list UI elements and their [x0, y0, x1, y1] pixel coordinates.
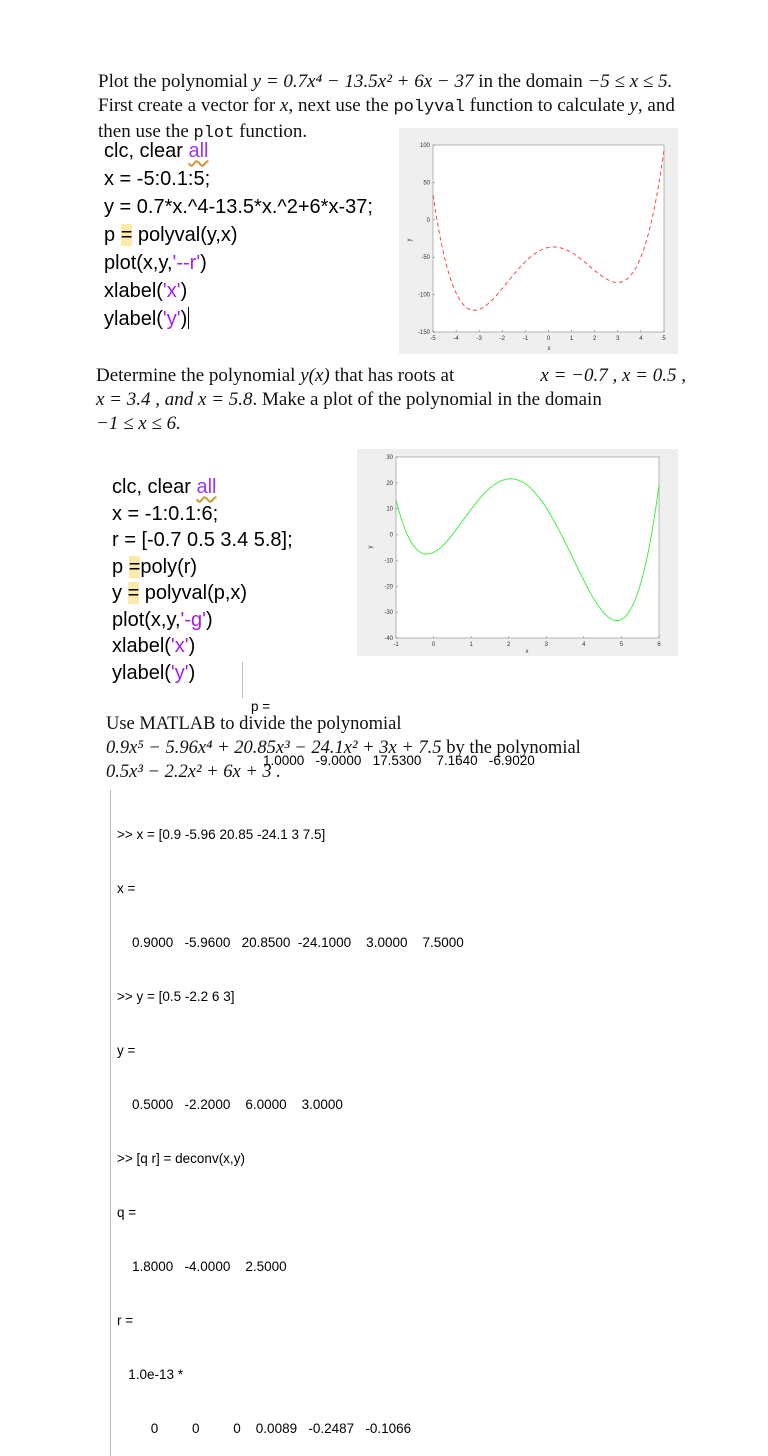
- x-tick-label: -1: [522, 336, 529, 342]
- x-tick-label: -1: [393, 642, 399, 648]
- y-tick-label: -20: [384, 584, 393, 591]
- y-tick-label: -100: [417, 292, 430, 299]
- code-line: r = [-0.7 0.5 3.4 5.8];: [112, 529, 293, 551]
- plot-2-ylabel: y: [368, 545, 374, 549]
- console-line: 1.0e-13 *: [117, 1367, 184, 1382]
- plot-1-xlabel: x: [547, 346, 551, 352]
- x-tick-label: 2: [593, 336, 597, 342]
- console-line: 1.8000 -4.0000 2.5000: [117, 1259, 287, 1274]
- output-2-label: p =: [251, 699, 271, 714]
- problem-1-line-2: First create a vector for x, next use the polyval function to calculate y, and: [98, 95, 675, 117]
- output-2-values: 1.0000 -9.0000 17.5300 7.1640 -6.9020: [263, 753, 535, 768]
- problem-3-text: [106, 712, 666, 784]
- y-tick-label: -50: [421, 255, 430, 262]
- problem-3-line-1: Use MATLAB to divide the polynomial: [106, 714, 402, 734]
- x-tick-label: 4: [639, 336, 643, 342]
- plot-1-ylabel: y: [407, 238, 413, 242]
- code-line: p =poly(r): [112, 555, 198, 578]
- y-tick-label: 20: [386, 480, 393, 487]
- console-3: [110, 790, 464, 1456]
- problem-1-line-3: then use the plot function.: [98, 121, 308, 143]
- y-tick-label: 0: [426, 217, 430, 224]
- code-line: clc, clear all: [112, 476, 217, 498]
- x-tick-label: 4: [582, 642, 586, 648]
- console-line: 0 0 0 0.0089 -0.2487 -0.1066: [117, 1421, 412, 1436]
- x-tick-label: 1: [569, 336, 574, 342]
- x-tick-label: 0: [431, 642, 436, 648]
- plot-2-xlabel: x: [525, 649, 529, 655]
- console-line: >> y = [0.5 -2.2 6 3]: [117, 989, 235, 1004]
- plot-2-svg: [357, 449, 678, 656]
- console-line: x =: [117, 881, 136, 896]
- plot-2-axes: [396, 457, 659, 638]
- code-block-1: [104, 137, 373, 333]
- y-tick-label: 30: [386, 455, 393, 461]
- console-line: >> x = [0.9 -5.96 20.85 -24.1 3 7.5]: [117, 827, 326, 842]
- problem-3-line-2: 0.9x⁵ − 5.96x⁴ + 20.85x³ − 24.1x² + 3x + 7.5 by the polynomial: [106, 738, 581, 758]
- problem-3-line-3: 0.5x³ − 2.2x² + 6x + 3 .: [106, 762, 281, 782]
- x-tick-label: 2: [507, 642, 511, 648]
- y-tick-label: -150: [417, 330, 430, 336]
- problem-1-line-1: Plot the polynomial y = 0.7x⁴ − 13.5x² + 6x − 37 in the domain −5 ≤ x ≤ 5.: [98, 71, 673, 92]
- y-tick-label: 50: [423, 180, 430, 187]
- x-tick-label: 0: [546, 336, 551, 342]
- x-tick-label: 6: [657, 642, 661, 648]
- x-tick-label: -5: [430, 336, 436, 342]
- console-line: 0.9000 -5.9600 20.8500 -24.1000 3.0000 7.5000: [117, 935, 464, 950]
- plot-1-svg: [399, 128, 678, 354]
- x-tick-label: -2: [499, 336, 505, 342]
- problem-2-line-1: Determine the polynomial y(x) that has roots at x = −0.7 , x = 0.5 ,: [96, 365, 686, 386]
- y-tick-label: 0: [389, 532, 393, 539]
- code-line: xlabel('x'): [112, 635, 196, 657]
- console-line: y =: [117, 1043, 136, 1058]
- y-tick-label: 10: [386, 506, 393, 513]
- x-tick-label: 5: [662, 336, 666, 342]
- x-tick-label: 5: [619, 642, 624, 648]
- code-line: x = -5:0.1:5;: [104, 168, 211, 190]
- problem-2-line-3: −1 ≤ x ≤ 6.: [96, 413, 181, 434]
- x-tick-label: -3: [476, 336, 482, 342]
- console-line: r =: [117, 1313, 134, 1328]
- code-line: x = -1:0.1:6;: [112, 502, 219, 525]
- code-line: ylabel('y'): [104, 308, 188, 330]
- x-tick-label: 3: [616, 336, 620, 342]
- code-line: plot(x,y,'--r'): [104, 252, 207, 274]
- code-line: plot(x,y,'-g'): [112, 608, 213, 631]
- code-line: y = polyval(p,x): [112, 582, 248, 604]
- code-block-2: [112, 474, 293, 686]
- code-line: y = 0.7*x.^4-13.5*x.^2+6*x-37;: [104, 196, 373, 218]
- plot-1-axes: [433, 145, 664, 332]
- code-line: clc, clear all: [104, 140, 209, 162]
- code-line: ylabel('y'): [112, 661, 196, 684]
- x-tick-label: -4: [453, 336, 459, 342]
- plot-2: [357, 449, 678, 656]
- y-tick-label: -30: [384, 610, 393, 617]
- text-cursor: [188, 307, 189, 329]
- problem-2-text: [96, 364, 686, 436]
- code-line: p = polyval(y,x): [104, 224, 238, 246]
- x-tick-label: 3: [544, 642, 548, 648]
- console-line: q =: [117, 1205, 137, 1220]
- x-tick-label: 1: [469, 642, 473, 648]
- y-tick-label: -10: [384, 558, 393, 565]
- y-tick-label: -40: [384, 636, 393, 642]
- plot-1: [399, 128, 678, 354]
- console-line: >> [q r] = deconv(x,y): [117, 1151, 245, 1166]
- console-line: 0.5000 -2.2000 6.0000 3.0000: [117, 1097, 343, 1112]
- code-line: xlabel('x'): [104, 280, 188, 302]
- y-tick-label: 100: [419, 143, 430, 149]
- problem-2-line-2: x = 3.4 , and x = 5.8. Make a plot of the polynomial in the domain: [96, 389, 602, 410]
